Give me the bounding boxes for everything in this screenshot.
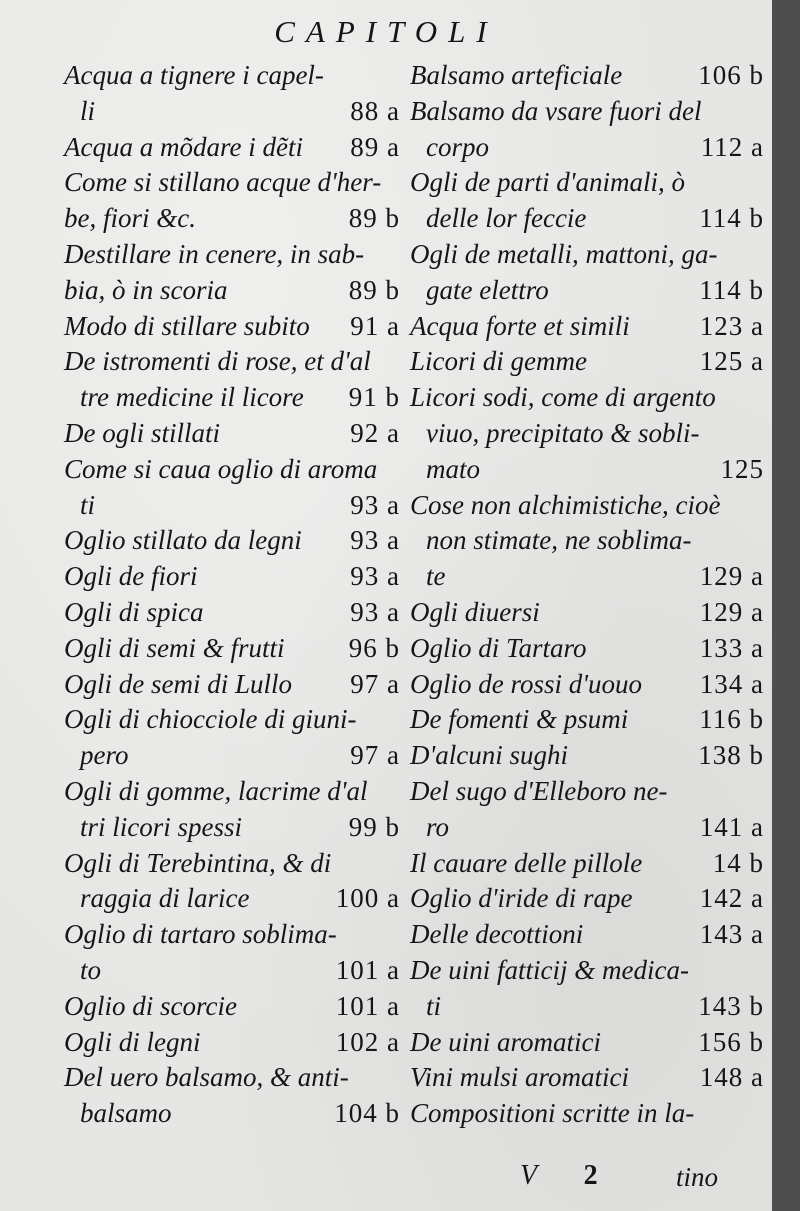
entry-text: Oglio di tartaro soblima- bbox=[64, 919, 337, 950]
entry-page-number: 142 a bbox=[699, 883, 764, 914]
index-entry bbox=[64, 846, 400, 882]
entry-page-number: 148 a bbox=[699, 1062, 764, 1093]
index-entry bbox=[64, 1025, 400, 1061]
index-entry bbox=[64, 667, 400, 703]
index-entry bbox=[410, 309, 764, 345]
index-entry bbox=[64, 917, 400, 953]
entry-page-number: 156 b bbox=[698, 1026, 764, 1057]
entry-text: D'alcuni sughi bbox=[410, 740, 569, 771]
entry-text: delle lor feccie bbox=[426, 203, 587, 234]
index-entry bbox=[410, 523, 764, 559]
index-entry bbox=[64, 702, 400, 738]
index-column-right bbox=[410, 58, 764, 1132]
entry-text: Licori di gemme bbox=[410, 346, 587, 377]
entry-page-number: 114 b bbox=[699, 274, 764, 305]
index-entry bbox=[64, 273, 400, 309]
index-entry bbox=[64, 165, 400, 201]
entry-text: ti bbox=[80, 489, 96, 520]
index-entry bbox=[410, 846, 764, 882]
entry-page-number: 114 b bbox=[699, 203, 764, 234]
index-entry bbox=[64, 774, 400, 810]
entry-text: Ogli diuersi bbox=[410, 596, 540, 627]
catchword: tino bbox=[676, 1162, 719, 1192]
entry-page-number: 143 b bbox=[698, 990, 764, 1021]
entry-text: non stimate, ne soblima- bbox=[426, 525, 692, 556]
signature-mark: V bbox=[520, 1160, 537, 1191]
index-entry bbox=[410, 344, 764, 380]
index-entry bbox=[410, 416, 764, 452]
index-entry bbox=[410, 94, 764, 130]
page-title: CAPITOLI bbox=[274, 14, 498, 49]
index-entry bbox=[410, 667, 764, 703]
index-entry bbox=[410, 273, 764, 309]
entry-text: Oglio stillato da legni bbox=[64, 525, 302, 556]
index-entry bbox=[64, 595, 400, 631]
entry-text: Acqua a mõdare i dẽti bbox=[64, 131, 303, 162]
entry-page-number: 104 b bbox=[334, 1098, 400, 1129]
entry-text: gate elettro bbox=[426, 274, 549, 305]
index-entry bbox=[410, 1060, 764, 1096]
entry-text: Oglio di Tartaro bbox=[410, 632, 587, 663]
entry-page-number: 133 a bbox=[699, 632, 764, 663]
entry-text: viuo, precipitato & sobli- bbox=[426, 417, 700, 448]
entry-page-number: 123 a bbox=[699, 310, 764, 341]
entry-text: Del sugo d'Elleboro ne- bbox=[410, 775, 668, 806]
index-entry bbox=[410, 595, 764, 631]
entry-page-number: 89 b bbox=[348, 203, 400, 234]
index-entry bbox=[410, 201, 764, 237]
entry-text: Ogli de semi di Lullo bbox=[64, 668, 292, 699]
index-entry bbox=[64, 810, 400, 846]
entry-text: pero bbox=[80, 740, 129, 771]
entry-text: mato bbox=[426, 453, 480, 484]
index-entry bbox=[410, 58, 764, 94]
index-entry bbox=[410, 774, 764, 810]
entry-text: li bbox=[80, 95, 96, 126]
entry-page-number: 101 a bbox=[335, 990, 400, 1021]
index-entry bbox=[410, 917, 764, 953]
index-entry bbox=[64, 523, 400, 559]
entry-text: De fomenti & psumi bbox=[410, 704, 629, 735]
entry-text: Ogli di spica bbox=[64, 596, 204, 627]
index-entry bbox=[64, 953, 400, 989]
entry-text: Ogli di legni bbox=[64, 1026, 201, 1057]
index-entry bbox=[64, 631, 400, 667]
index-entry bbox=[410, 452, 764, 488]
index-entry bbox=[64, 1060, 400, 1096]
entry-text: De uini fatticij & medica- bbox=[410, 954, 689, 985]
index-entry bbox=[64, 488, 400, 524]
entry-text: Come si stillano acque d'her- bbox=[64, 167, 382, 198]
index-entry bbox=[64, 452, 400, 488]
page-edge-shadow bbox=[772, 0, 800, 1211]
entry-text: Come si caua oglio di aroma bbox=[64, 453, 378, 484]
entry-text: Compositioni scritte in la- bbox=[410, 1098, 695, 1129]
entry-text: Il cauare delle pillole bbox=[410, 847, 643, 878]
entry-page-number: 91 b bbox=[348, 382, 400, 413]
entry-text: Ogli di chiocciole di giuni- bbox=[64, 704, 357, 735]
index-entry bbox=[410, 130, 764, 166]
entry-text: tre medicine il licore bbox=[80, 382, 304, 413]
index-entry bbox=[410, 1025, 764, 1061]
index-entry bbox=[64, 94, 400, 130]
entry-text: De ogli stillati bbox=[64, 417, 221, 448]
entry-text: Balsamo da vsare fuori del bbox=[410, 95, 702, 126]
index-entry bbox=[64, 201, 400, 237]
index-entry bbox=[410, 165, 764, 201]
entry-page-number: 125 a bbox=[699, 346, 764, 377]
entry-page-number: 93 a bbox=[350, 561, 400, 592]
index-entry bbox=[410, 559, 764, 595]
index-entry bbox=[64, 416, 400, 452]
index-entry bbox=[64, 58, 400, 94]
entry-page-number: 93 a bbox=[350, 596, 400, 627]
entry-text: tri licori spessi bbox=[80, 811, 243, 842]
entry-page-number: 14 b bbox=[712, 847, 764, 878]
index-entry bbox=[410, 738, 764, 774]
entry-page-number: 89 b bbox=[348, 274, 400, 305]
index-entry bbox=[64, 989, 400, 1025]
entry-text: Del uero balsamo, & anti- bbox=[64, 1062, 349, 1093]
index-entry bbox=[410, 488, 764, 524]
entry-text: corpo bbox=[426, 131, 489, 162]
entry-text: Ogli de metalli, mattoni, ga- bbox=[410, 238, 718, 269]
entry-page-number: 138 b bbox=[698, 740, 764, 771]
entry-page-number: 112 a bbox=[700, 131, 764, 162]
index-entry bbox=[64, 1096, 400, 1132]
entry-page-number: 134 a bbox=[699, 668, 764, 699]
entry-text: Modo di stillare subito bbox=[64, 310, 310, 341]
index-entry bbox=[410, 953, 764, 989]
entry-text: Ogli de parti d'animali, ò bbox=[410, 167, 686, 198]
signature-number: 2 bbox=[583, 1160, 598, 1191]
entry-text: Oglio de rossi d'uouo bbox=[410, 668, 643, 699]
entry-text: raggia di larice bbox=[80, 883, 250, 914]
entry-text: be, fiori &c. bbox=[64, 203, 196, 234]
entry-page-number: 129 a bbox=[699, 561, 764, 592]
entry-text: Vini mulsi aromatici bbox=[410, 1062, 629, 1093]
entry-text: Oglio d'iride di rape bbox=[410, 883, 633, 914]
entry-page-number: 143 a bbox=[699, 919, 764, 950]
entry-text: Licori sodi, come di argento bbox=[410, 382, 716, 413]
index-entry bbox=[64, 344, 400, 380]
index-entry bbox=[64, 237, 400, 273]
entry-text: Ogli di gomme, lacrime d'al bbox=[64, 775, 368, 806]
index-entry bbox=[64, 380, 400, 416]
entry-page-number: 89 a bbox=[350, 131, 400, 162]
index-entry bbox=[64, 738, 400, 774]
index-entry bbox=[64, 881, 400, 917]
entry-text: ti bbox=[426, 990, 442, 1021]
entry-text: Ogli de fiori bbox=[64, 561, 198, 592]
entry-page-number: 106 b bbox=[698, 60, 764, 90]
page-footer bbox=[520, 1160, 598, 1192]
entry-text: Delle decottioni bbox=[410, 919, 584, 950]
entry-text: Ogli di Terebintina, & di bbox=[64, 847, 332, 878]
index-entry bbox=[410, 810, 764, 846]
index-entry bbox=[410, 1096, 764, 1132]
entry-page-number: 99 b bbox=[348, 811, 400, 842]
index-entry bbox=[410, 631, 764, 667]
entry-page-number: 93 a bbox=[350, 489, 400, 520]
entry-page-number: 101 a bbox=[335, 954, 400, 985]
entry-page-number: 96 b bbox=[348, 632, 400, 663]
entry-text: bia, ò in scoria bbox=[64, 274, 228, 305]
entry-text: Oglio di scorcie bbox=[64, 990, 237, 1021]
entry-page-number: 129 a bbox=[699, 596, 764, 627]
entry-text: Cose non alchimistiche, cioè bbox=[410, 489, 721, 520]
entry-text: ro bbox=[426, 811, 450, 842]
entry-text: Balsamo arteficiale bbox=[410, 60, 623, 90]
entry-text: to bbox=[80, 954, 102, 985]
index-entry bbox=[64, 559, 400, 595]
index-entry bbox=[64, 309, 400, 345]
index-entry bbox=[64, 130, 400, 166]
entry-page-number: 102 a bbox=[335, 1026, 400, 1057]
entry-page-number: 100 a bbox=[335, 883, 400, 914]
entry-page-number: 125 bbox=[720, 453, 764, 484]
entry-text: Destillare in cenere, in sab- bbox=[64, 238, 365, 269]
entry-page-number: 91 a bbox=[350, 310, 400, 341]
index-entry bbox=[410, 380, 764, 416]
entry-text: Ogli di semi & frutti bbox=[64, 632, 285, 663]
entry-page-number: 97 a bbox=[350, 740, 400, 771]
entry-page-number: 97 a bbox=[350, 668, 400, 699]
entry-page-number: 116 b bbox=[699, 704, 764, 735]
entry-page-number: 141 a bbox=[699, 811, 764, 842]
index-column-left bbox=[64, 58, 400, 1132]
entry-text: te bbox=[426, 561, 446, 592]
entry-page-number: 93 a bbox=[350, 525, 400, 556]
entry-text: Acqua forte et simili bbox=[410, 310, 630, 341]
entry-page-number: 92 a bbox=[350, 417, 400, 448]
entry-text: Acqua a tignere i capel- bbox=[64, 60, 324, 90]
entry-text: De istromenti di rose, et d'al bbox=[64, 346, 371, 377]
index-entry bbox=[410, 237, 764, 273]
index-entry bbox=[410, 881, 764, 917]
index-entry bbox=[410, 989, 764, 1025]
index-entry bbox=[410, 702, 764, 738]
entry-page-number: 88 a bbox=[350, 95, 400, 126]
entry-text: De uini aromatici bbox=[410, 1026, 601, 1057]
entry-text: balsamo bbox=[80, 1098, 172, 1129]
